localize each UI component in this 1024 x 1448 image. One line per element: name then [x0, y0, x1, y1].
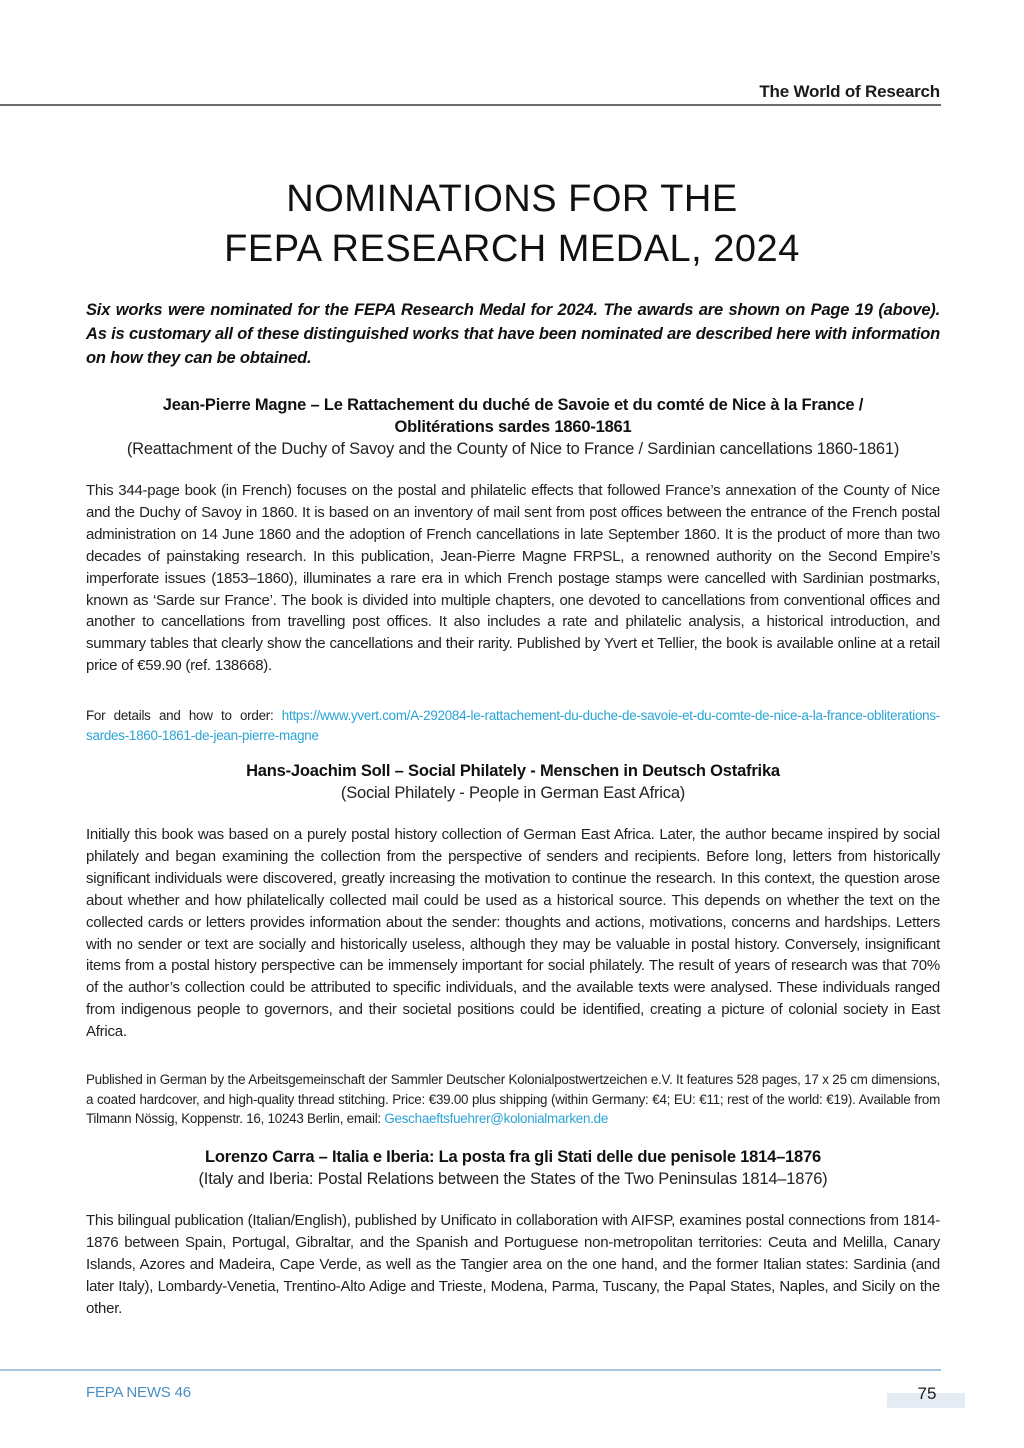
entry-2-heading [86, 760, 940, 804]
entry-1-details-label: For details and how to order: [86, 708, 282, 723]
entry-3-body: This bilingual publication (Italian/English), published by Unificato in collaboration with AIFSP, examines postal connections from 1814-1876 between Spain, Portugal, Gibraltar, and the Spanish and Portuguese non-metropolitan territories: Ceuta and Melilla, Canary Islands, Azores and Madeira, Cape Verde, as well as the Tangier area on the one hand, and the former Italian states: Sardinia (and later Italy), Lombardy-Venetia, Trentino-Alto Adige and Trieste, Modena, Parma, Tuscany, the Papal States, Naples, and Sicily on the other. [86, 1212, 940, 1317]
entry-1-heading [86, 394, 940, 460]
entry-2-details-text: Published in German by the Arbeitsgemeinschaft der Sammler Deutscher Kolonialpostwertzeichen e.V. It features 528 pages, 17 x 25 cm dimensions, a coated hardcover, and high-quality thread stitching. Price: €39.00 plus shipping (within Germany: €4; EU: €11; rest of the world: €19). Available from Tilmann Nössig, Koppenstr. 16, 10243 Berlin, email: [86, 1072, 940, 1127]
header-divider [0, 104, 941, 106]
entry-1-title-line-2: Oblitérations sardes 1860-1861 [394, 418, 632, 436]
footer-divider [0, 1369, 941, 1371]
entry-3-heading [86, 1146, 940, 1190]
entry-1-details [86, 706, 940, 745]
entry-2-details [86, 1070, 940, 1129]
entry-1-body: This 344-page book (in French) focuses on the postal and philatelic effects that followed France’s annexation of the County of Nice and the Duchy of Savoy in 1860. It is based on an inventory of mail sent from post offices between the entrance of the French postal administration on 14 June 1860 and the adoption of French cancellations in late September 1860. It is the product of more than two decades of painstaking research. In this publication, Jean-Pierre Magne FRPSL, a renowned authority on the Second Empire’s imperforate issues (1853–1860), illuminates a rare era in which French postage stamps were cancelled with Sardinian postmarks, known as ‘Sarde sur France’. The book is divided into multiple chapters, one devoted to cancellations from conventional offices and another to cancellations from travelling post offices. It also includes a rate and philatelic analysis, a historical introduction, and summary tables that clearly show the cancellations and their rarity. Published by Yvert et Tellier, the book is available online at a retail price of €59.90 (ref. 138668). [86, 482, 940, 675]
article-title [0, 174, 1024, 274]
article-intro: Six works were nominated for the FEPA Research Medal for 2024. The awards are shown on Page 19 (above). As is customary all of these distinguished works that have been nominated are described here with information on how they can be obtained. [86, 301, 940, 367]
page-number: 75 [917, 1384, 937, 1403]
running-header: The World of Research [759, 82, 940, 101]
entry-1-order-link[interactable]: https://www.yvert.com/A-292084-le-rattachement-du-duche-de-savoie-et-du-comte-de-nice-a-la-france-obliterations-sardes-1860-1861-de-jean-pierre-magne [86, 708, 940, 743]
entry-2-title: Hans-Joachim Soll – Social Philately - Menschen in Deutsch Ostafrika [246, 762, 780, 780]
article-title-line-2: FEPA RESEARCH MEDAL, 2024 [224, 228, 800, 270]
entry-1-subtitle: (Reattachment of the Duchy of Savoy and the County of Nice to France / Sardinian cancellations 1860-1861) [126, 440, 900, 458]
entry-3-subtitle: (Italy and Iberia: Postal Relations between the States of the Two Peninsulas 1814–1876) [198, 1170, 828, 1188]
entry-2-subtitle: (Social Philately - People in German East Africa) [340, 784, 686, 802]
entry-2-body: Initially this book was based on a purely postal history collection of German East Africa. Later, the author became inspired by social philately and began examining the collection from the perspective of senders and recipients. Before long, letters from historically significant individuals were discovered, greatly increasing the motivation to continue the research. In this context, the question arose about whether and how philatelically collected mail could be used as a historical source. This depends on whether the text on the collected cards or letters provides information about the sender: thoughts and actions, motivations, concerns and hardships. Letters with no sender or text are socially and historically useless, although they may be valuable in postal history. Conversely, insignificant items from a postal history perspective can be immensely important for social philately. The result of years of research was that 70% of the author’s collection could be attributed to specific individuals, and the available texts were analysed. These individuals ranged from indigenous people to governors, and their societal positions could be identified, creating a picture of colonial society in East Africa. [86, 826, 940, 1041]
article-title-line-1: NOMINATIONS FOR THE [286, 178, 738, 220]
publication-name: FEPA NEWS 46 [86, 1384, 191, 1401]
entry-2-email-link[interactable]: Geschaeftsfuehrer@kolonialmarken.de [384, 1111, 609, 1127]
entry-3-title: Lorenzo Carra – Italia e Iberia: La posta fra gli Stati delle due penisole 1814–1876 [205, 1148, 821, 1166]
entry-1-title-line-1: Jean-Pierre Magne – Le Rattachement du duché de Savoie et du comté de Nice à la France / [162, 396, 864, 414]
